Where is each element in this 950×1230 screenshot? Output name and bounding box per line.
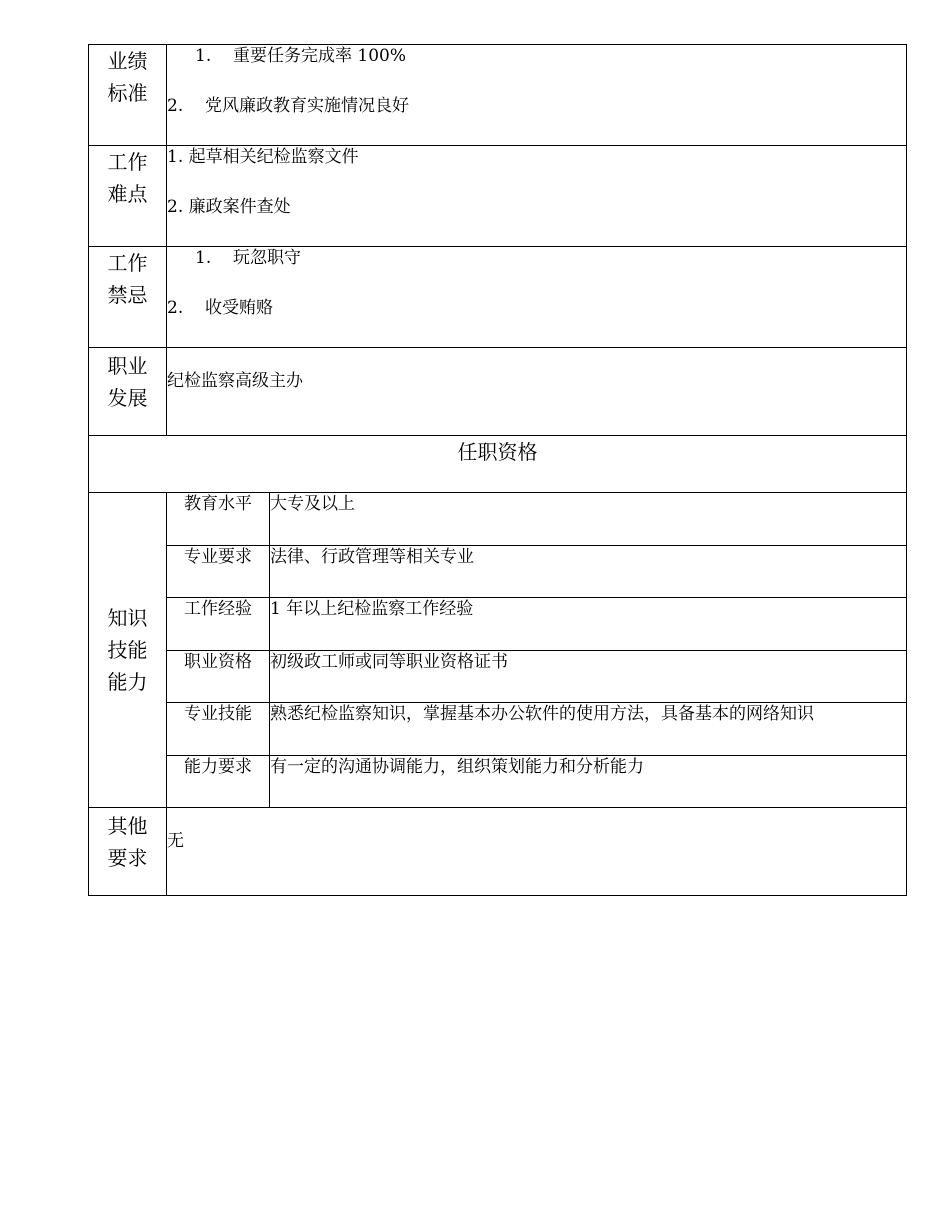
difficulty-label: 工作 难点 [89, 146, 167, 247]
taboo-row [89, 247, 907, 348]
performance-content [167, 45, 907, 146]
taboo-content [167, 247, 907, 348]
skills-value: 熟悉纪检监察知识，掌握基本办公软件的使用方法，具备基本的网络知识 [270, 703, 907, 756]
taboo-item-2: 2. 收受贿赂 [167, 298, 273, 318]
education-value: 大专及以上 [270, 493, 907, 546]
knowledge-label: 知识 技能 能力 [89, 493, 167, 808]
section-title: 任职资格 [89, 436, 907, 493]
knowledge-row [89, 598, 907, 651]
taboo-item-1: 1. 玩忽职守 [195, 248, 301, 268]
knowledge-row [89, 493, 907, 546]
difficulty-content [167, 146, 907, 247]
ability-value: 有一定的沟通协调能力，组织策划能力和分析能力 [270, 756, 907, 808]
knowledge-row [89, 756, 907, 808]
knowledge-row [89, 651, 907, 703]
performance-label: 业绩 标准 [89, 45, 167, 146]
career-text: 纪检监察高级主办 [167, 371, 303, 391]
skills-label: 专业技能 [167, 703, 270, 756]
knowledge-row [89, 703, 907, 756]
ability-label: 能力要求 [167, 756, 270, 808]
career-label: 职业 发展 [89, 348, 167, 436]
certificate-label: 职业资格 [167, 651, 270, 703]
job-description-table [88, 44, 907, 896]
education-label: 教育水平 [167, 493, 270, 546]
other-text: 无 [167, 831, 184, 851]
performance-item-2: 2. 党风廉政教育实施情况良好 [167, 96, 409, 116]
major-label: 专业要求 [167, 546, 270, 598]
experience-value: 1 年以上纪检监察工作经验 [270, 598, 907, 651]
taboo-label: 工作 禁忌 [89, 247, 167, 348]
difficulty-item-1: 1. 起草相关纪检监察文件 [167, 147, 359, 167]
other-row [89, 808, 907, 896]
career-row [89, 348, 907, 436]
knowledge-row [89, 546, 907, 598]
difficulty-row [89, 146, 907, 247]
performance-item-1: 1. 重要任务完成率 100% [195, 46, 407, 66]
qualification-header-row [89, 436, 907, 493]
other-content [167, 808, 907, 896]
difficulty-item-2: 2. 廉政案件查处 [167, 197, 291, 217]
performance-row [89, 45, 907, 146]
other-label: 其他 要求 [89, 808, 167, 896]
experience-label: 工作经验 [167, 598, 270, 651]
career-content [167, 348, 907, 436]
certificate-value: 初级政工师或同等职业资格证书 [270, 651, 907, 703]
major-value: 法律、行政管理等相关专业 [270, 546, 907, 598]
